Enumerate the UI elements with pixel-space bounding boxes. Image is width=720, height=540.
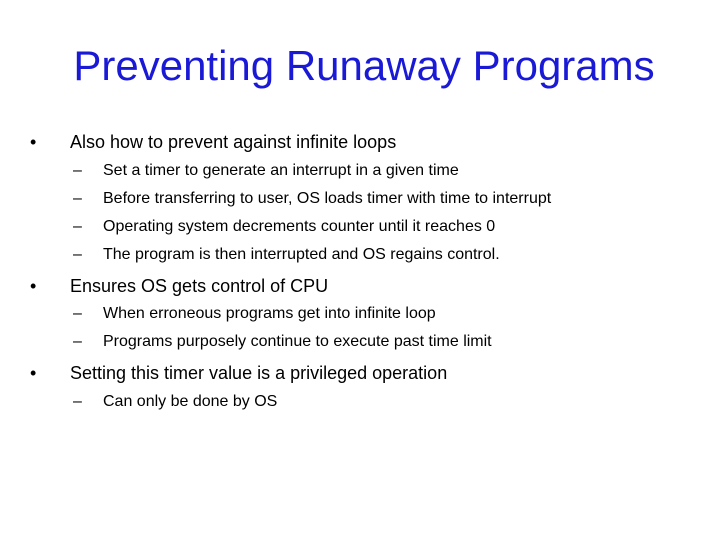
bullet-item [30,276,328,297]
bullet-icon: • [30,132,37,152]
sub-bullet-item [73,218,495,236]
bullet-text: Ensures OS gets control of CPU [70,276,329,296]
dash-icon: – [73,190,82,207]
dash-icon: – [73,305,82,322]
dash-icon: – [73,393,82,410]
bullet-text: Also how to prevent against infinite loops [70,132,397,152]
bullet-text: Setting this timer value is a privileged operation [70,363,448,383]
sub-bullet-item [73,246,500,264]
sub-bullet-text: When erroneous programs get into infinite loop [103,305,436,322]
sub-bullet-item [73,162,459,180]
sub-bullet-text: The program is then interrupted and OS regains control. [103,246,500,263]
bullet-icon: • [30,276,37,296]
sub-bullet-text: Programs purposely continue to execute past time limit [103,333,492,350]
dash-icon: – [73,218,82,235]
sub-bullet-item [73,305,436,323]
sub-bullet-text: Can only be done by OS [103,393,278,410]
bullet-item [30,363,447,384]
sub-bullet-item [73,190,551,208]
sub-bullet-item [73,333,492,351]
bullet-icon: • [30,363,37,383]
dash-icon: – [73,162,82,179]
slide-title: Preventing Runaway Programs [73,42,655,89]
dash-icon: – [73,246,82,263]
sub-bullet-text: Before transferring to user, OS loads timer with time to interrupt [103,190,552,207]
bullet-item [30,132,396,153]
dash-icon: – [73,333,82,350]
sub-bullet-text: Operating system decrements counter until it reaches 0 [103,218,496,235]
sub-bullet-item [73,393,277,411]
sub-bullet-text: Set a timer to generate an interrupt in a given time [103,162,459,179]
